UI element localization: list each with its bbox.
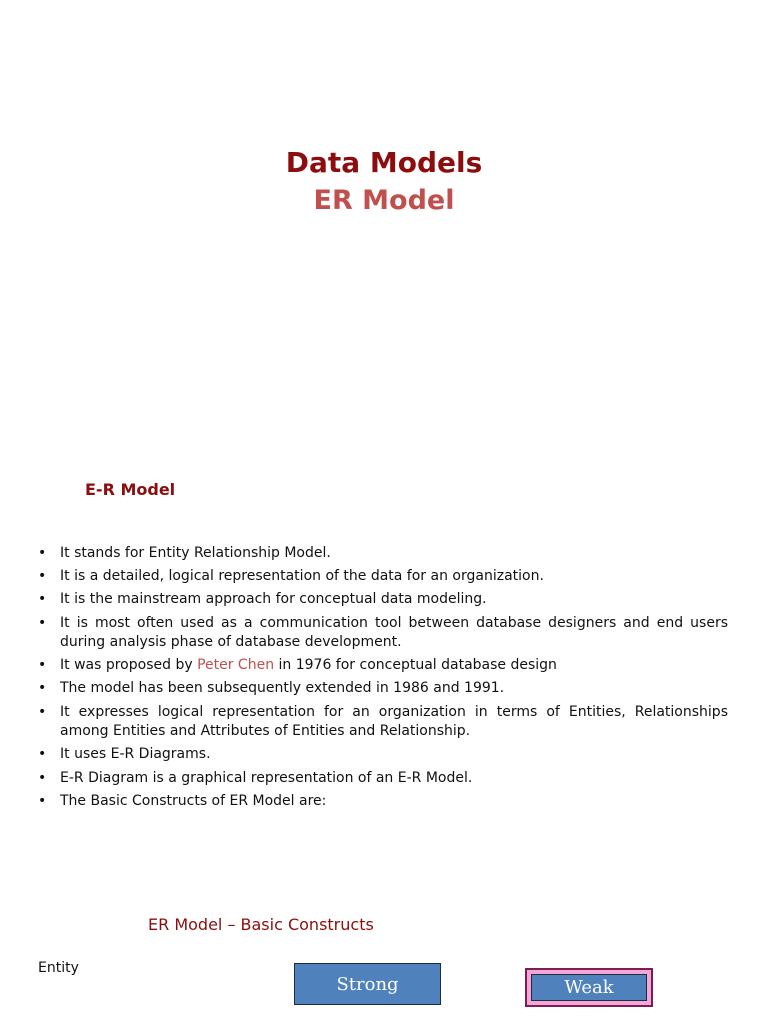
bullet-text-before: It was proposed by: [60, 657, 198, 674]
bullet-dot: •: [38, 746, 47, 763]
weak-entity-box: [525, 968, 653, 1007]
bullet-text: It is most often used as a communication tool between database designers and end users during analysis phase of database development.: [60, 614, 728, 651]
weak-entity-label: Weak: [564, 977, 614, 998]
bullet-text: It uses E-R Diagrams.: [60, 746, 211, 763]
section-heading: E-R Model: [85, 480, 176, 499]
list-item: [38, 745, 728, 765]
strong-entity-box: [294, 963, 441, 1005]
bullet-dot: •: [38, 792, 47, 809]
list-item: [38, 567, 728, 587]
bullet-text-after: in 1976 for conceptual database design: [274, 657, 557, 674]
bullet-dot: •: [38, 568, 47, 585]
list-item: [38, 679, 728, 699]
bullet-dot: •: [38, 591, 47, 608]
bullet-dot: •: [38, 614, 47, 631]
bullet-dot: •: [38, 657, 47, 674]
list-item: [38, 656, 728, 676]
weak-entity-inner-box: [531, 974, 647, 1001]
bullet-list: [38, 544, 728, 815]
bullet-dot: •: [38, 545, 47, 561]
page-title: Data Models: [285, 146, 483, 179]
page-subtitle: ER Model: [313, 185, 455, 216]
bullet-text: E-R Diagram is a graphical representation of an E-R Model.: [60, 769, 473, 786]
bullet-text: It is the mainstream approach for conceptual data modeling.: [60, 591, 487, 608]
list-item: [38, 703, 728, 742]
list-item: [38, 614, 728, 653]
bullet-text: The model has been subsequently extended in 1986 and 1991.: [60, 680, 505, 697]
entity-label: Entity: [38, 960, 79, 976]
list-item: [38, 769, 728, 789]
bullet-text: It expresses logical representation for an organization in terms of Entities, Relationships among Entities and Attributes of Entities and Relationship.: [60, 703, 728, 740]
bullet-dot: •: [38, 680, 47, 697]
strong-entity-label: Strong: [336, 973, 399, 995]
constructs-heading: ER Model – Basic Constructs: [148, 915, 374, 934]
bullet-text: It is a detailed, logical representation of the data for an organization.: [60, 568, 544, 585]
list-item: [38, 590, 728, 610]
list-item: [38, 544, 728, 564]
bullet-text: The Basic Constructs of ER Model are:: [60, 792, 327, 809]
peter-chen-name: Peter Chen: [197, 657, 275, 674]
list-item: [38, 792, 728, 812]
bullet-dot: •: [38, 769, 47, 786]
bullet-dot: •: [38, 703, 47, 720]
bullet-text: It stands for Entity Relationship Model.: [60, 545, 331, 561]
